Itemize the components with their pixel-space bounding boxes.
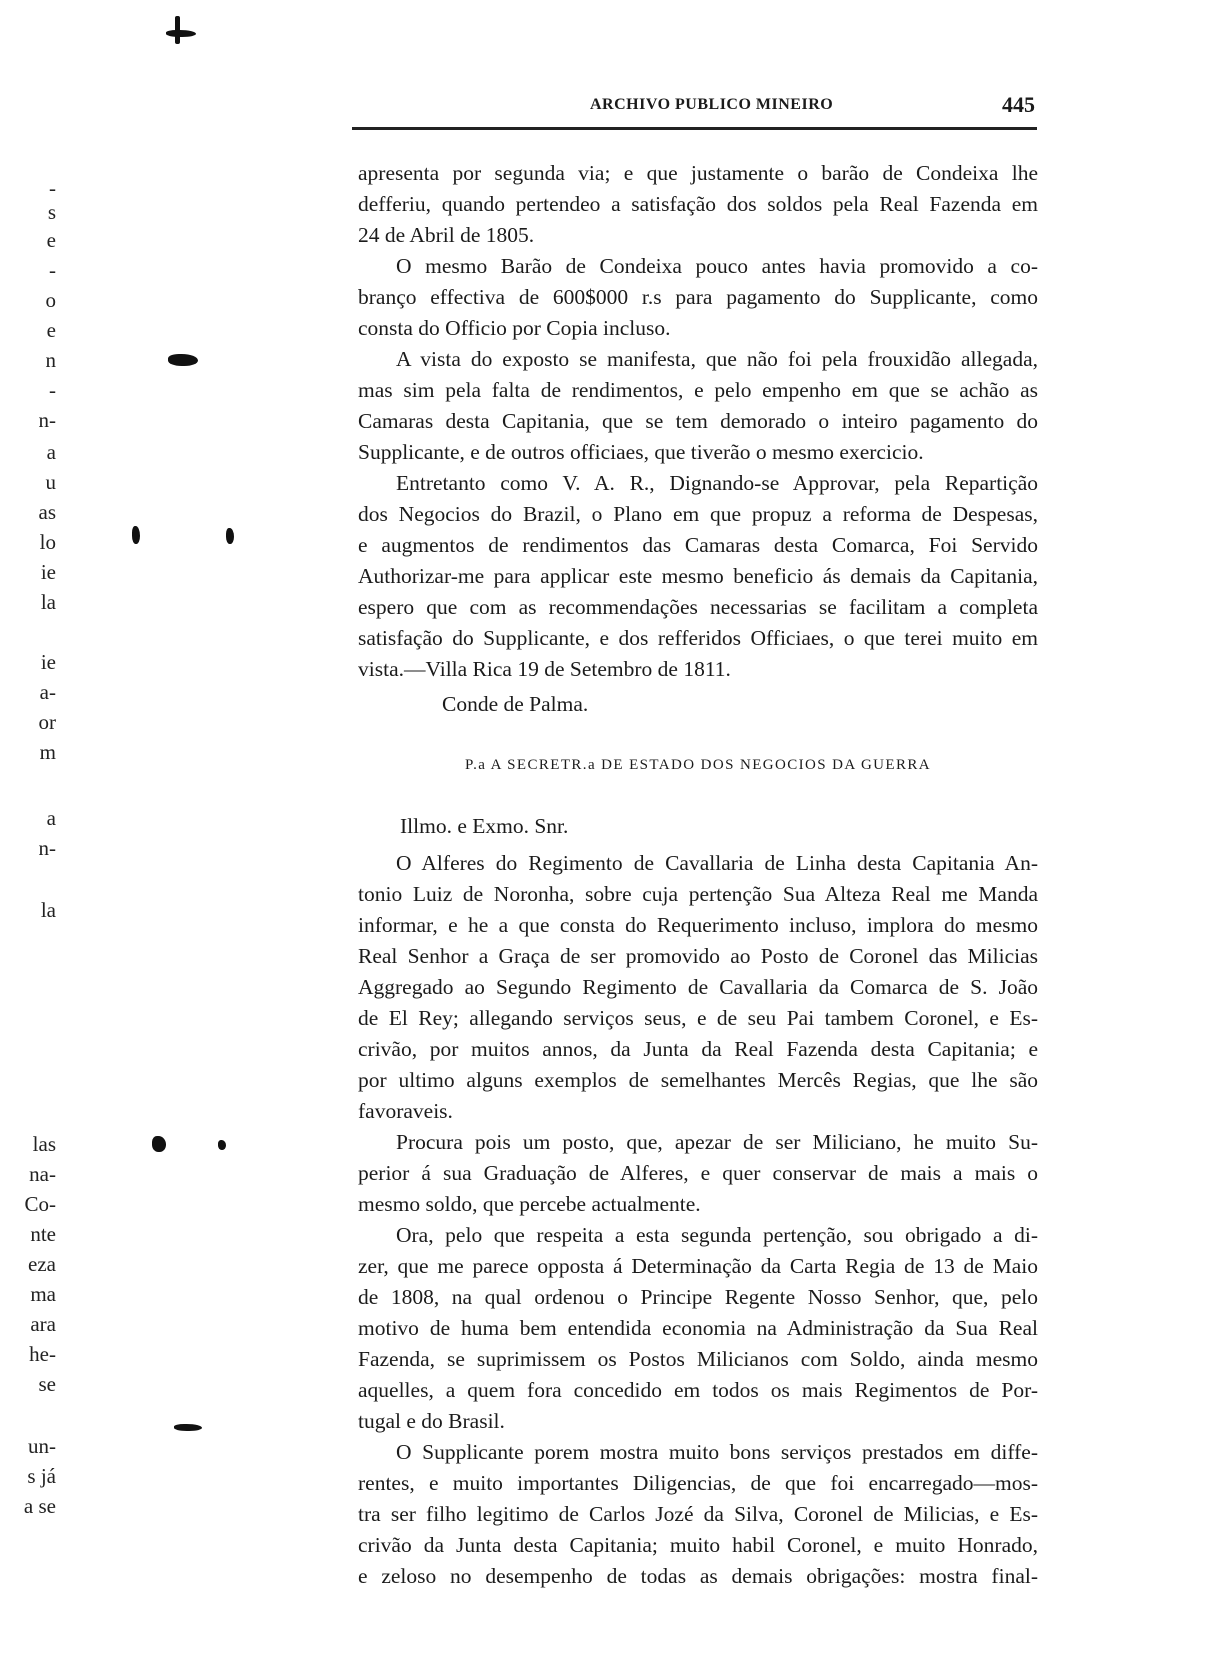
fragment-line: - <box>49 176 56 200</box>
ink-blot <box>218 1140 226 1150</box>
fragment-line: la <box>40 898 56 922</box>
fragment-line: s já <box>27 1464 56 1488</box>
text-line: O Alferes do Regimento de Cavallaria de Linha desta Capitania An- <box>396 851 1038 875</box>
paragraph <box>358 848 1038 1127</box>
paragraph <box>358 1437 1038 1592</box>
fragment-line: nte <box>30 1222 56 1246</box>
text-line: crivão da Junta desta Capitania; muito habil Coronel, e muito Honrado, <box>358 1533 1038 1557</box>
text-line: crivão, por muitos annos, da Junta da Real Fazenda desta Capitania; e <box>358 1037 1038 1061</box>
text-line: apresenta por segunda via; e que justamente o barão de Condeixa lhe <box>358 161 1038 185</box>
page-number: 445 <box>1002 92 1035 117</box>
header-rule <box>352 127 1037 130</box>
paragraph <box>358 1220 1038 1437</box>
ink-blot <box>132 526 140 544</box>
text-line: consta do Officio por Copia incluso. <box>358 316 671 340</box>
text-line: tra ser filho legitimo de Carlos Jozé da Silva, Coronel de Milicias, e Es- <box>358 1502 1038 1526</box>
text-line: favoraveis. <box>358 1099 453 1123</box>
fragment-line: ie <box>40 560 56 584</box>
fragment-line: o <box>45 288 56 312</box>
fragment-line: eza <box>28 1252 56 1276</box>
paragraph <box>358 1127 1038 1220</box>
paragraph <box>358 251 1038 344</box>
fragment-line: un- <box>28 1434 56 1458</box>
text-line: Entretanto como V. A. R., Dignando-se Approvar, pela Repartição <box>396 471 1038 495</box>
text-line: Authorizar-me para applicar este mesmo beneficio ás demais da Capitania, <box>358 564 1038 588</box>
text-line: vista.—Villa Rica 19 de Setembro de 1811. <box>358 657 731 681</box>
fragment-line: ma <box>30 1282 56 1306</box>
ink-blot <box>168 354 198 366</box>
ink-blot <box>174 1424 202 1431</box>
text-line: A vista do exposto se manifesta, que não foi pela frouxidão allegada, <box>396 347 1038 371</box>
journal-title: ARCHIVO PUBLICO MINEIRO <box>590 96 834 113</box>
ink-blot <box>175 16 180 44</box>
fragment-line: a se <box>23 1494 56 1518</box>
section-heading: P.a A SECRETR.a DE ESTADO DOS NEGOCIOS DA GUERRA <box>464 757 932 773</box>
text-line: Aggregado ao Segundo Regimento de Cavallaria da Comarca de S. João <box>358 975 1038 999</box>
fragment-line: e <box>46 318 56 342</box>
salutation: Illmo. e Exmo. Snr. <box>400 814 569 838</box>
text-line: mas sim pela falta de rendimentos, e pelo empenho em que se achão as <box>358 378 1038 402</box>
text-line: rentes, e muito importantes Diligencias, de que foi encarregado—mos- <box>358 1471 1038 1495</box>
fragment-line: ara <box>30 1312 56 1336</box>
text-line: Supplicante, e de outros officiaes, que tiverão o mesmo exercicio. <box>358 440 924 464</box>
text-line: O mesmo Barão de Condeixa pouco antes havia promovido a co- <box>396 254 1038 278</box>
fragment-line: na- <box>29 1162 56 1186</box>
fragment-line: Co- <box>24 1192 56 1216</box>
paragraph <box>358 468 1038 685</box>
text-line: Camaras desta Capitania, que se tem demorado o inteiro pagamento do <box>358 409 1038 433</box>
text-line: satisfação do Supplicante, e dos refferidos Officiaes, o que terei muito em <box>358 626 1038 650</box>
fragment-line: or <box>38 710 56 734</box>
ink-blot <box>226 528 234 544</box>
text-line: espero que com as recommendações necessarias se facilitam a completa <box>358 595 1038 619</box>
facing-page-fragment <box>0 0 60 1673</box>
fragment-line: a <box>46 440 56 464</box>
fragment-line: as <box>38 500 56 524</box>
text-line: Ora, pelo que respeita a esta segunda pertenção, sou obrigado a di- <box>396 1223 1038 1247</box>
text-line: O Supplicante porem mostra muito bons serviços prestados em diffe- <box>396 1440 1038 1464</box>
paragraph <box>358 344 1038 468</box>
text-line: informar, e he a que consta do Requerimento incluso, implora do mesmo <box>358 913 1038 937</box>
fragment-line: lo <box>39 530 56 554</box>
fragment-line: a- <box>39 680 56 704</box>
running-head <box>352 92 1037 132</box>
text-line: tugal e do Brasil. <box>358 1409 505 1433</box>
text-line: mesmo soldo, que percebe actualmente. <box>358 1192 701 1216</box>
text-line: tonio Luiz de Noronha, sobre cuja pertenção Sua Alteza Real me Manda <box>358 882 1038 906</box>
fragment-line: ie <box>40 650 56 674</box>
fragment-line: n- <box>38 836 56 860</box>
fragment-line: a <box>46 806 56 830</box>
text-line: perior á sua Graduação de Alferes, e quer conservar de mais a mais o <box>358 1161 1038 1185</box>
text-line: de El Rey; allegando serviços seus, e de seu Pai tambem Coronel, e Es- <box>358 1006 1038 1030</box>
article-body <box>358 158 1038 1592</box>
fragment-line: - <box>49 378 56 402</box>
signature: Conde de Palma. <box>442 692 589 716</box>
fragment-line: s <box>47 200 56 224</box>
text-line: e zeloso no desempenho de todas as demais obrigações: mostra final- <box>358 1564 1038 1588</box>
text-line: dos Negocios do Brazil, o Plano em que propuz a reforma de Despesas, <box>358 502 1038 526</box>
fragment-line: la <box>40 590 56 614</box>
text-line: Procura pois um posto, que, apezar de ser Miliciano, he muito Su- <box>396 1130 1038 1154</box>
text-line: de 1808, na qual ordenou o Principe Regente Nosso Senhor, que, pelo <box>358 1285 1038 1309</box>
text-line: por ultimo alguns exemplos de semelhantes Mercês Regias, que lhe são <box>358 1068 1038 1092</box>
ink-blot <box>152 1136 166 1152</box>
text-line: motivo de huma bem entendida economia na Administração da Sua Real <box>358 1316 1038 1340</box>
text-line: defferiu, quando pertendeo a satisfação dos soldos pela Real Fazenda em <box>358 192 1038 216</box>
text-line: branço effectiva de 600$000 r.s para pagamento do Supplicante, como <box>358 285 1038 309</box>
paragraph <box>358 158 1038 251</box>
fragment-line: - <box>49 258 56 282</box>
fragment-line: he- <box>29 1342 56 1366</box>
text-line: e augmentos de rendimentos das Camaras desta Comarca, Foi Servido <box>358 533 1038 557</box>
text-line: zer, que me parece opposta á Determinação da Carta Regia de 13 de Maio <box>358 1254 1038 1278</box>
fragment-line: se <box>38 1372 56 1396</box>
fragment-line: u <box>45 470 56 494</box>
fragment-line: n- <box>38 408 56 432</box>
fragment-line: las <box>32 1132 56 1156</box>
fragment-line: m <box>39 740 56 764</box>
fragment-line: n <box>45 348 56 372</box>
ink-blot <box>166 30 196 37</box>
text-line: Fazenda, se suprimissem os Postos Milicianos com Soldo, ainda mesmo <box>358 1347 1038 1371</box>
fragment-line: e <box>46 228 56 252</box>
text-line: Real Senhor a Graça de ser promovido ao Posto de Coronel das Milicias <box>358 944 1038 968</box>
text-line: 24 de Abril de 1805. <box>358 223 535 247</box>
text-line: aquelles, a quem fora concedido em todos os mais Regimentos de Por- <box>358 1378 1038 1402</box>
